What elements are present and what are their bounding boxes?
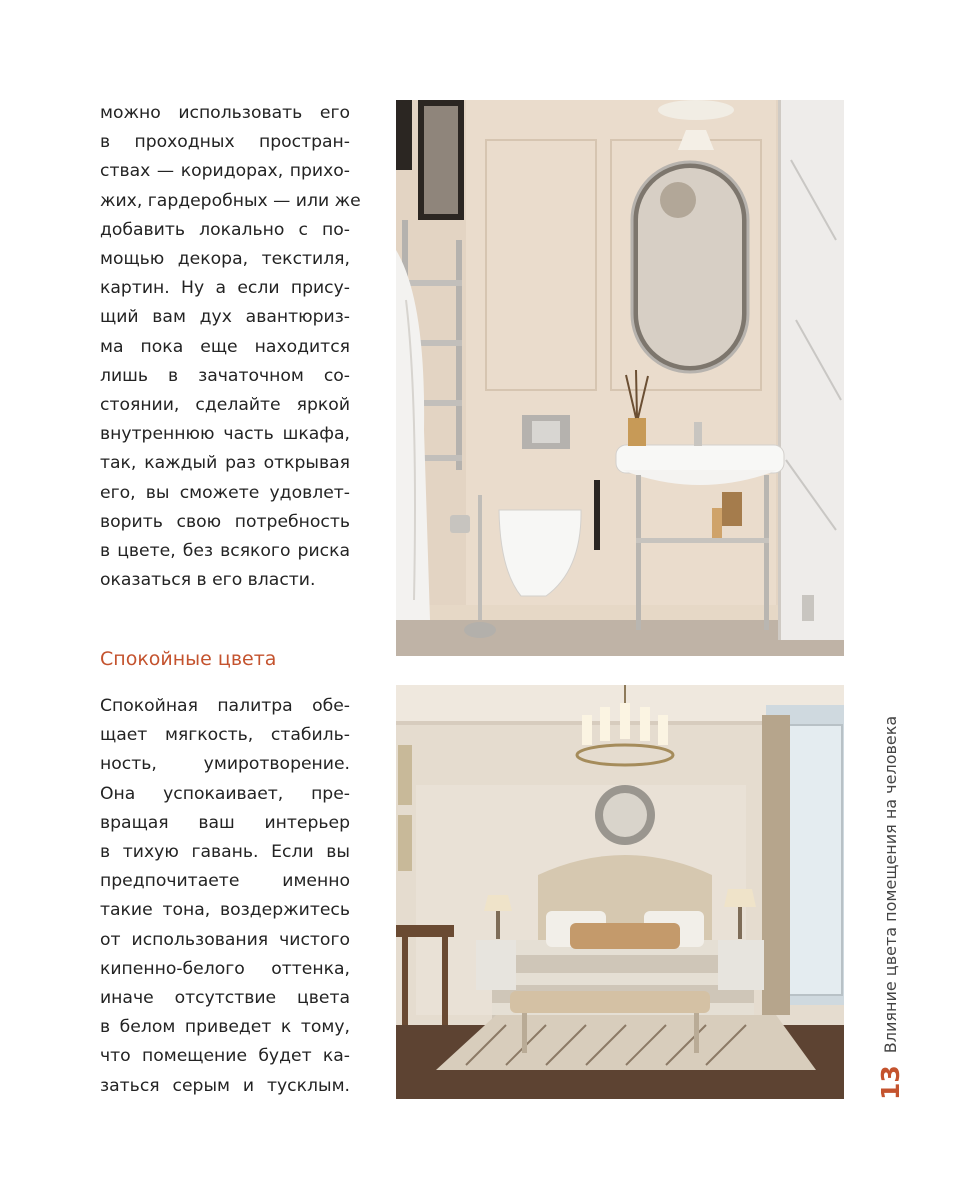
text-line: так, каждый раз открывая bbox=[100, 453, 350, 474]
text-line: в тихую гавань. Если вы bbox=[100, 842, 350, 863]
page-number: 13 bbox=[876, 1065, 905, 1100]
text-line: щает мягкость, стабиль- bbox=[100, 725, 350, 746]
text-line: вращая ваш интерьер bbox=[100, 812, 350, 833]
text-line: Спокойная палитра обе- bbox=[100, 696, 350, 716]
text-line: Она успокаивает, пре- bbox=[100, 783, 350, 804]
text-line: заться серым и тусклым. bbox=[100, 1075, 350, 1096]
text-line: такие тона, воздержитесь bbox=[100, 900, 350, 921]
body-paragraph-2 bbox=[100, 692, 350, 1101]
text-line: от использования чистого bbox=[100, 929, 350, 950]
text-line: оказаться в его власти. bbox=[100, 570, 316, 591]
text-line: предпочитаете именно bbox=[100, 871, 350, 892]
text-line: можно использовать его bbox=[100, 103, 350, 123]
text-line: что помещение будет ка- bbox=[100, 1046, 350, 1067]
text-line: лишь в зачаточном со- bbox=[100, 365, 350, 386]
text-line: картин. Ну а если прису- bbox=[100, 278, 350, 299]
text-line: иначе отсутствие цвета bbox=[100, 988, 350, 1009]
text-line: в белом приведет к тому, bbox=[100, 1017, 350, 1038]
bedroom-photo bbox=[396, 685, 844, 1099]
text-line: в проходных простран- bbox=[100, 132, 350, 153]
text-line: жих, гардеробных — или же bbox=[100, 190, 361, 211]
text-line: ность, умиротворение. bbox=[100, 754, 350, 775]
text-line: добавить локально с по- bbox=[100, 219, 350, 240]
text-line: ма пока еще находится bbox=[100, 336, 350, 357]
bathroom-photo bbox=[396, 100, 844, 656]
text-line: внутреннюю часть шкафа, bbox=[100, 424, 350, 445]
text-line: кипенно-белого оттенка, bbox=[100, 958, 350, 979]
section-heading: Спокойные цвета bbox=[100, 648, 277, 670]
text-line: его, вы сможете удовлет- bbox=[100, 482, 350, 503]
text-line: щий вам дух авантюриз- bbox=[100, 307, 350, 328]
text-line: ствах — коридорах, прихо- bbox=[100, 161, 350, 182]
text-line: стоянии, сделайте яркой bbox=[100, 395, 350, 416]
body-paragraph-1 bbox=[100, 99, 361, 595]
text-line: ворить свою потребность bbox=[100, 511, 350, 532]
running-title: Влияние цвета помещения на человека bbox=[881, 715, 900, 1054]
text-line: в цвете, без всякого риска bbox=[100, 541, 350, 562]
text-line: мощью декора, текстиля, bbox=[100, 249, 350, 270]
